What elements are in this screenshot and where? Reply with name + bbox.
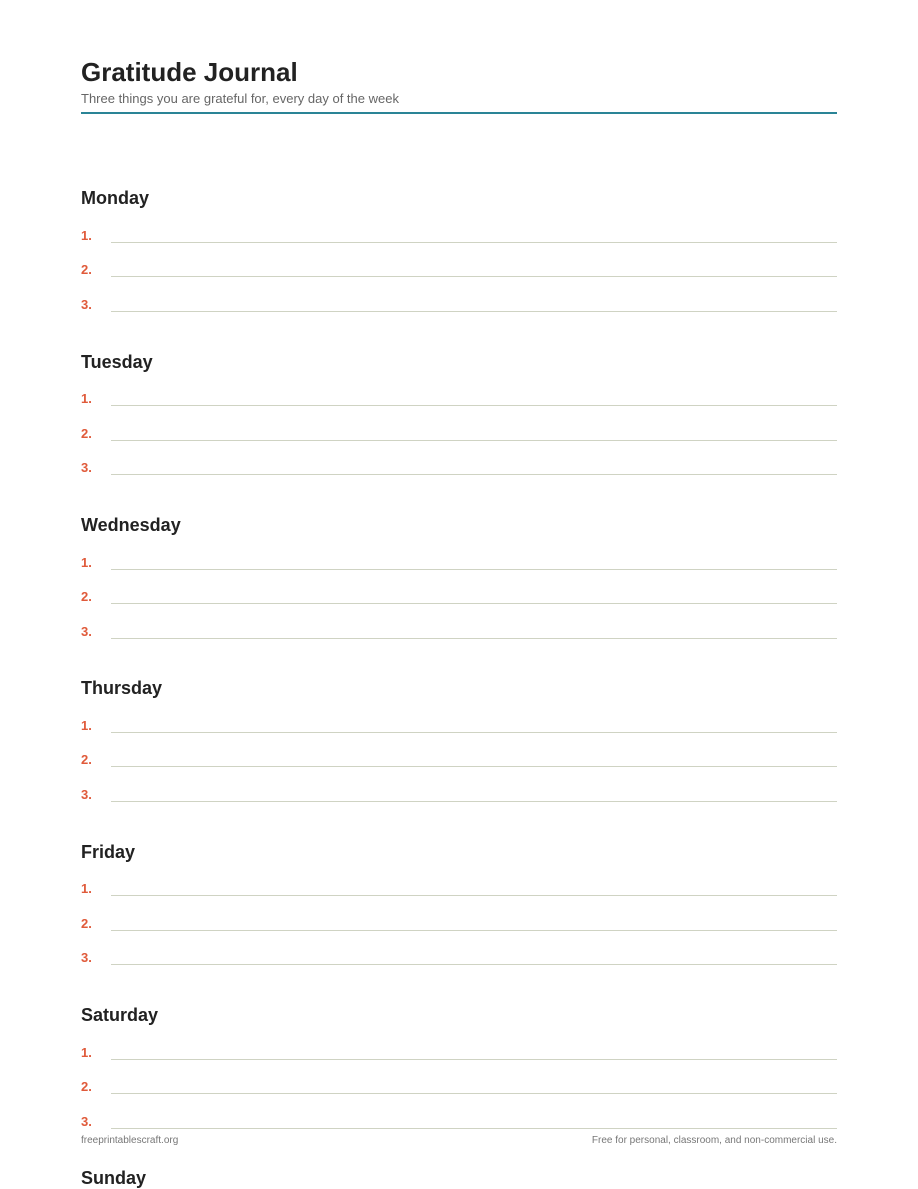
entry-line[interactable] [81, 621, 837, 645]
day-monday [81, 187, 837, 327]
writing-line [111, 474, 837, 475]
writing-line [111, 801, 837, 802]
entry-number: 1. [81, 881, 92, 896]
day-heading: Friday [81, 842, 136, 862]
entry-number: 2. [81, 916, 92, 931]
day-heading: Sunday [81, 1168, 147, 1188]
entry-line[interactable] [81, 878, 837, 902]
entry-number: 1. [81, 555, 92, 570]
entry-number: 3. [81, 460, 92, 475]
writing-line [111, 732, 837, 733]
entry-number: 3. [81, 297, 92, 312]
entry-number: 2. [81, 752, 92, 767]
entry-number: 1. [81, 718, 92, 733]
writing-line [111, 895, 837, 896]
entry-line[interactable] [81, 552, 837, 576]
day-tuesday [81, 351, 837, 491]
entry-line[interactable] [81, 423, 837, 447]
entry-line[interactable] [81, 715, 837, 739]
page-title: Gratitude Journal [81, 57, 298, 87]
writing-line [111, 276, 837, 277]
entry-line[interactable] [81, 913, 837, 937]
page-header [81, 57, 837, 114]
day-friday [81, 841, 837, 981]
entry-number: 2. [81, 589, 92, 604]
writing-line [111, 1128, 837, 1129]
day-heading: Tuesday [81, 352, 153, 372]
writing-line [111, 569, 837, 570]
writing-line [111, 242, 837, 243]
entry-line[interactable] [81, 294, 837, 318]
entry-line[interactable] [81, 388, 837, 412]
entry-line[interactable] [81, 947, 837, 971]
entry-line[interactable] [81, 259, 837, 283]
day-heading: Monday [81, 188, 150, 208]
entry-number: 1. [81, 228, 92, 243]
page-subtitle: Three things you are grateful for, every day of the week [81, 91, 399, 106]
entry-line[interactable] [81, 749, 837, 773]
journal-page [81, 0, 837, 1188]
entry-line[interactable] [81, 457, 837, 481]
day-heading: Saturday [81, 1005, 159, 1025]
writing-line [111, 311, 837, 312]
entry-line[interactable] [81, 586, 837, 610]
writing-line [111, 1059, 837, 1060]
writing-line [111, 638, 837, 639]
writing-line [111, 1093, 837, 1094]
entry-number: 2. [81, 262, 92, 277]
entry-number: 1. [81, 391, 92, 406]
footer-site: freeprintablescraft.org [81, 1135, 179, 1146]
writing-line [111, 930, 837, 931]
footer-license: Free for personal, classroom, and non-commercial use. [591, 1135, 837, 1146]
entry-number: 3. [81, 624, 92, 639]
day-thursday [81, 677, 837, 817]
entry-line[interactable] [81, 1111, 837, 1135]
day-heading: Thursday [81, 678, 163, 698]
day-wednesday [81, 514, 837, 654]
writing-line [111, 603, 837, 604]
entry-number: 2. [81, 426, 92, 441]
writing-line [111, 405, 837, 406]
writing-line [111, 766, 837, 767]
writing-line [111, 964, 837, 965]
day-saturday [81, 1004, 837, 1144]
day-sunday [81, 1167, 837, 1188]
entry-line[interactable] [81, 1076, 837, 1100]
writing-line [111, 440, 837, 441]
entry-line[interactable] [81, 225, 837, 249]
day-heading: Wednesday [81, 515, 181, 535]
entry-line[interactable] [81, 784, 837, 808]
entry-number: 3. [81, 787, 92, 802]
entry-line[interactable] [81, 1042, 837, 1066]
entry-number: 3. [81, 1114, 92, 1129]
entry-number: 2. [81, 1079, 92, 1094]
entry-number: 3. [81, 950, 92, 965]
entry-number: 1. [81, 1045, 92, 1060]
